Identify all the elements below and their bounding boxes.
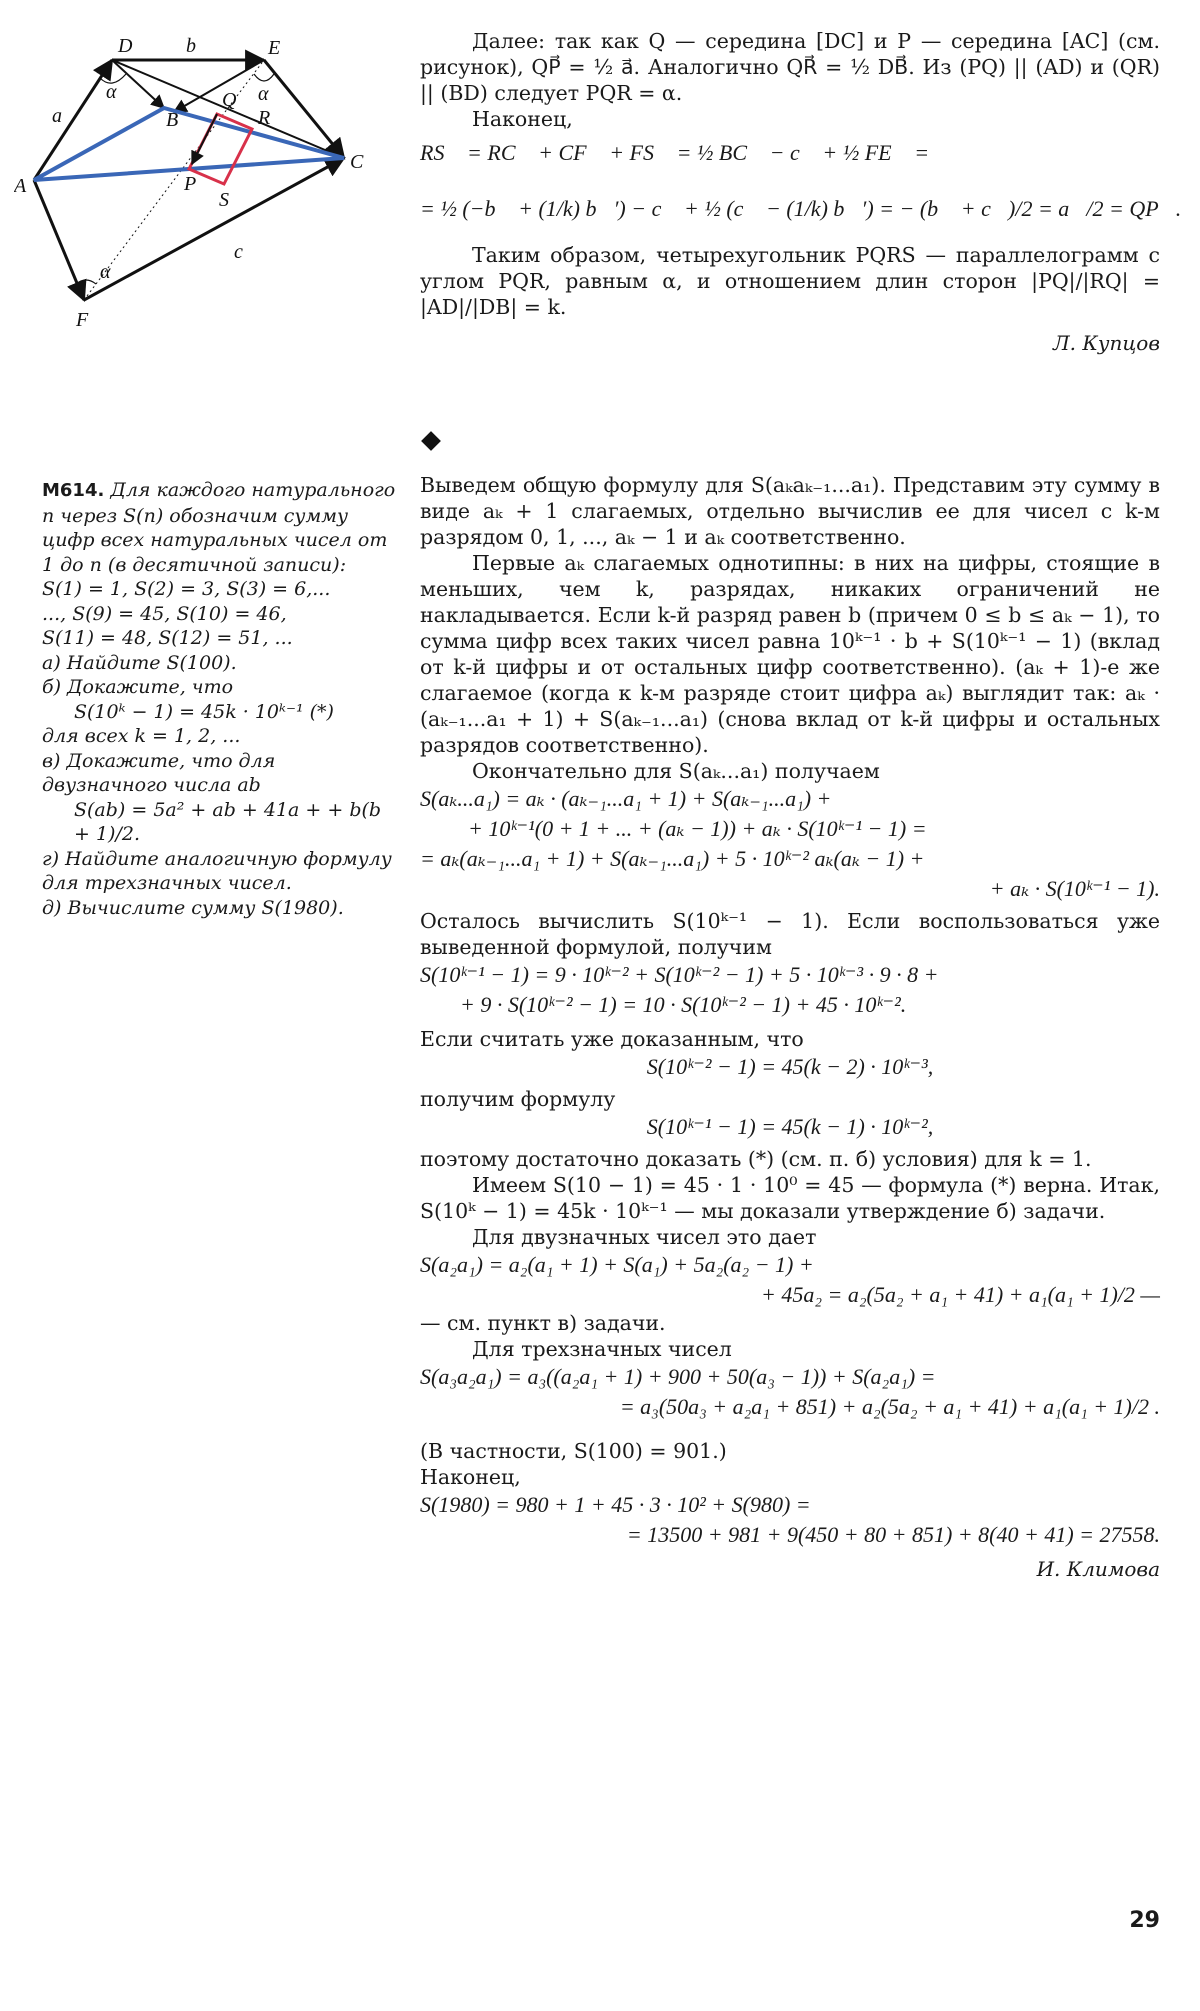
solution-p7: поэтому достаточно доказать (*) (см. п. б) условия) для k = 1. [420,1147,1092,1171]
solution-formula-4: S(10ᵏ⁻¹ − 1) = 45(k − 1) · 10ᵏ⁻², [646,1114,934,1139]
solution [420,472,1160,1582]
problem-line: S(1) = 1, S(2) = 3, S(3) = 6,... [42,578,331,600]
label-B: B [166,109,179,131]
solution-formula-1c: = aₖ(aₖ₋₁...a₁ + 1) + S(aₖ₋₁...a₁) + 5 · 10ᵏ⁻² aₖ(aₖ − 1) + [420,846,925,871]
label-D: D [118,35,133,57]
segment-EC [264,60,344,158]
solution-p9: Для двузначных чисел это дает [472,1225,817,1249]
label-A: A [14,175,27,197]
label-Q: Q [222,89,237,111]
geometry-figure [14,30,414,345]
label-R: R [258,107,271,129]
label-alpha-D: α [106,81,117,103]
problem-line: б) Докажите, что [42,676,234,698]
page-number: 29 [1129,1908,1160,1933]
label-alpha-E: α [258,83,269,105]
problem-line: г) Найдите аналогичную формулу для трехзначных чисел. [42,847,392,894]
solution-formula-2b: + 9 · S(10ᵏ⁻² − 1) = 10 · S(10ᵏ⁻² − 1) + 45 · 10ᵏ⁻². [460,992,907,1017]
prev-solution-p2: Наконец, [472,107,573,131]
vector-QP [192,114,217,164]
solution-p13: Наконец, [420,1465,521,1489]
problem-line: д) Вычислите сумму S(1980). [42,896,344,919]
problem-line: ..., S(9) = 45, S(10) = 46, [42,602,287,625]
label-E: E [268,37,281,59]
solution-p6: получим формулу [420,1087,616,1111]
solution-formula-1a: S(aₖ...a₁) = aₖ · (aₖ₋₁...a₁ + 1) + S(aₖ₋₁...a₁) + [420,786,832,811]
solution-p11: Для трехзначных чисел [472,1337,732,1361]
solution-p4: Осталось вычислить S(10ᵏ⁻¹ − 1). Если воспользоваться уже выведенной формулой, получим [420,909,1160,959]
prev-solution-p3: Таким образом, четырехугольник PQRS — параллелограмм с углом PQR, равным α, и отношением длин сторон |PQ|/|RQ| = |AD|/|DB| = k. [420,243,1160,319]
label-vec-c: c⃗ [234,241,259,263]
solution-formula-1d: + aₖ · S(10ᵏ⁻¹ − 1). [989,876,1160,901]
label-C: C [350,151,364,173]
problem-line: а) Найдите S(100). [42,651,237,674]
solution-p1: Выведем общую формулу для S(aₖaₖ₋₁...a₁). Представим эту сумму в виде aₖ + 1 слагаемых, отдельно вычислив ее для чисел с k-м разрядом 0, 1, ..., aₖ − 1 и aₖ соответственно. [420,473,1160,549]
label-S: S [219,189,229,211]
label-alpha-F: α [100,261,111,283]
prev-solution [420,28,1182,356]
problem-line: S(10ᵏ − 1) = 45k · 10ᵏ⁻¹ (*) [74,700,334,723]
solution-formula-5b: + 45a₂ = a₂(5a₂ + a₁ + 41) + a₁(a₁ + 1)/2 — [761,1282,1160,1307]
solution-formula-1b: + 10ᵏ⁻¹(0 + 1 + ... + (aₖ − 1)) + aₖ · S(10ᵏ⁻¹ − 1) = [468,816,927,841]
solution-formula-6a: S(a₃a₂a₁) = a₃((a₂a₁ + 1) + 900 + 50(a₃ − 1)) + S(a₂a₁) = [420,1364,936,1389]
solution-formula-7a: S(1980) = 980 + 1 + 45 · 3 · 10² + S(980) = [420,1492,811,1517]
solution-p12: (В частности, S(100) = 901.) [420,1439,727,1463]
solution-p2: Первые aₖ слагаемых однотипны: в них на цифры, стоящие в меньших, чем k, разрядах, никаких ограничений не накладывается. Если k-й разряд равен b (причем 0 ≤ b ≤ aₖ − 1), то сумма цифр всех таких чисел равна 10ᵏ⁻¹ · b + S(10ᵏ⁻¹ − 1) (вклад от k-й цифры и от остальных цифр соответственно). (aₖ + 1)-е же слагаемое (когда к k-м разряде стоит цифра aₖ) выглядит так: aₖ · (aₖ₋₁...a₁ + 1) + S(aₖ₋₁...a₁) (снова вклад от k-й цифры и остальных разрядов соответственно). [420,551,1160,757]
problem-line: S(ab) = 5a² + ab + 41a + + b(b + 1)/2. [74,798,382,845]
problem-statement [42,478,402,920]
prev-solution-p1: Далее: так как Q — середина [DC] и P — середина [AC] (см. рисунок), QP⃗ = ½ a⃗. Аналогично QR⃗ = ½ DB⃗. Из (PQ) || (AD) и (QR) || (BD) следует PQR = α. [420,29,1160,105]
solution-formula-6b: = a₃(50a₃ + a₂a₁ + 851) + a₂(5a₂ + a₁ + 41) + a₁(a₁ + 1)/2 . [619,1394,1160,1419]
prev-formula-2: = ½ (−b⃗ + (1/k) b⃗′) − c⃗ + ½ (c⃗ − (1/k) b⃗′) = − (b⃗ + c⃗)/2 = a⃗/2 = QP⃗. [420,196,1182,221]
solution-p5: Если считать уже доказанным, что [420,1027,804,1051]
solution-formula-7b: = 13500 + 981 + 9(450 + 80 + 851) + 8(40 + 41) = 27558. [626,1522,1160,1547]
vector-DB [112,60,164,108]
label-vec-b: b⃗ [186,35,212,57]
problem-line: для всех k = 1, 2, ... [42,725,241,747]
prev-formula-1: RS⃗ = RC⃗ + CF⃗ + FS⃗ = ½ BC⃗ − c⃗ + ½ FE⃗ = [420,140,930,165]
solution-p8: Имеем S(10 − 1) = 45 · 1 · 10⁰ = 45 — формула (*) верна. Итак, S(10ᵏ − 1) = 45k · 10ᵏ⁻¹ — мы доказали утверждение б) задачи. [420,1173,1160,1223]
solution-p3: Окончательно для S(aₖ...a₁) получаем [472,759,880,783]
segment-AF [34,180,84,300]
problem-line: в) Докажите, что для двузначного числа ab [42,749,276,796]
solution-signature: И. Климова [1036,1557,1160,1581]
problem-heading: М614. [42,480,105,501]
label-vec-a: a⃗ [52,105,78,127]
solution-formula-5a: S(a₂a₁) = a₂(a₁ + 1) + S(a₁) + 5a₂(a₂ − 1) + [420,1252,814,1277]
solution-formula-3: S(10ᵏ⁻² − 1) = 45(k − 2) · 10ᵏ⁻³, [646,1054,934,1079]
angle-arc-E [254,74,274,81]
label-F: F [76,309,89,331]
section-diamond-icon [421,431,441,451]
solution-p10: — см. пункт в) задачи. [420,1311,666,1335]
problem-line: S(11) = 48, S(12) = 51, ... [42,627,293,649]
problem-line: Для каждого натурального n через S(n) обозначим сумму цифр всех натуральных чисел от 1 до n (в десятичной записи): [42,479,396,576]
angle-arc-F [76,280,96,284]
prev-signature: Л. Купцов [1052,331,1160,355]
label-P: P [184,173,197,195]
solution-formula-2a: S(10ᵏ⁻¹ − 1) = 9 · 10ᵏ⁻² + S(10ᵏ⁻² − 1) + 5 · 10ᵏ⁻³ · 9 · 8 + [420,962,939,987]
